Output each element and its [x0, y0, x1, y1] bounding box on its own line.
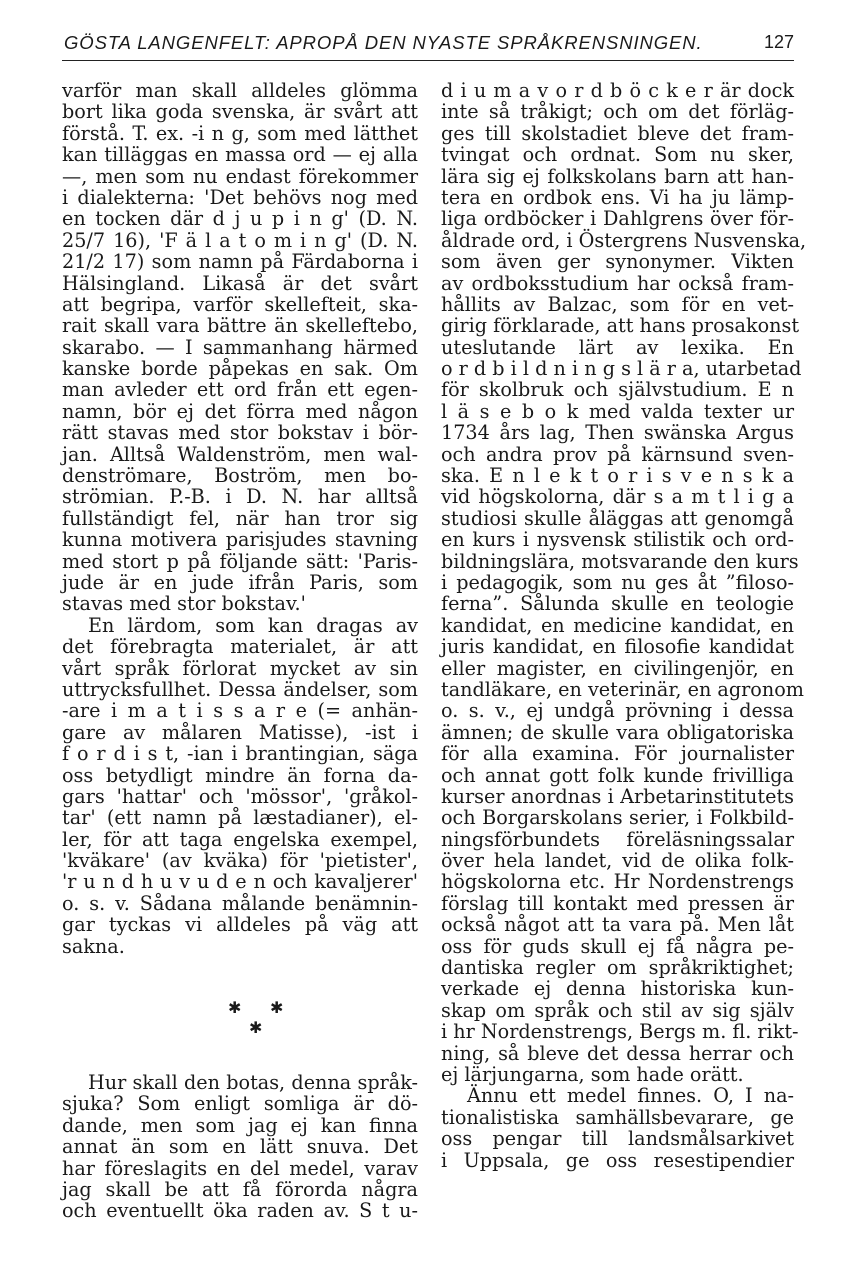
text-line: för skolbruk och självstudium. E n [441, 378, 794, 402]
text-line: som även ger synonymer. Vikten [441, 250, 794, 274]
asterisk-mark: ✱ [270, 998, 284, 1017]
text-line: tionalistiska samhällsbevarare, ge [441, 1105, 794, 1129]
text-line: ferna”. Sålunda skulle en teologie [441, 592, 794, 616]
text-line: oss betydligt mindre än forna da- [62, 763, 418, 787]
text-line: 25/7 16), 'F ä l a t o m i n g' (D. N. [62, 228, 418, 252]
text-line: -are i m a t i s s a r e (= anhän- [62, 699, 418, 723]
text-line: rätt stavas med stor bokstav i bör- [62, 421, 418, 445]
text-line: jan. Alltså Waldenström, men wal- [62, 442, 418, 466]
text-line: ska. E n l e k t o r i s v e n s k a [441, 464, 794, 488]
text-line: verkade ej denna historiska kun- [441, 977, 794, 1001]
text-line: och Borgarskolans serier, i Folkbild- [441, 806, 794, 830]
running-header [62, 30, 794, 61]
text-line: studiosi skulle åläggas att genomgå [441, 506, 794, 530]
text-line: tandläkare, en veterinär, en agronom [441, 677, 804, 701]
text-line: hållits av Balzac, som för en vet- [441, 292, 794, 316]
text-line: girig förklarade, att hans prosakonst [441, 314, 800, 338]
text-line: sjuka? Som enligt somliga är dö- [62, 1092, 418, 1116]
text-line: 'kväkare' (av kväka) för 'pietister', [62, 849, 418, 873]
text-line: ler, för att taga engelska exempel, [62, 827, 418, 851]
text-line: i hr Nordenstrengs, Bergs m. fl. rikt- [441, 1020, 799, 1044]
text-line: i Uppsala, ge oss resestipendier [441, 1148, 794, 1172]
text-line: ges till skolstadiet bleve det fram- [441, 121, 794, 145]
running-title: GÖSTA LANGENFELT: APROPÅ DEN NYASTE SPRÅKRENSNINGEN. [64, 32, 703, 53]
text-line: dantiska regler om språkriktighet; [441, 956, 794, 980]
text-line: o. s. v., ej undgå prövning i dessa [441, 699, 794, 723]
text-line: uteslutande lärt av lexika. En [441, 335, 794, 359]
text-line: f o r d i s t, -ian i brantingian, säga [62, 742, 418, 766]
text-line: ej lärjungarna, som hade orätt. [441, 1062, 744, 1086]
text-line: jag skall be att få förorda några [62, 1177, 418, 1201]
left-column-continued [62, 1072, 418, 1222]
right-column [441, 79, 807, 1172]
text-line: 21/2 17) som namn på Färdaborna i [62, 250, 418, 274]
section-break [62, 1000, 418, 1040]
text-line: varför man skall alldeles glömma [62, 79, 418, 102]
asterisk-mark: ✱ [249, 1018, 263, 1037]
text-line: också något att ta vara på. Men låt [441, 913, 794, 937]
text-line: fullständigt fel, när han tror sig [62, 506, 418, 530]
text-line: och andra prov på kärnsund sven- [441, 442, 794, 466]
text-line: annat än som en lätt snuva. Det [62, 1135, 418, 1159]
text-line: Ännu ett medel finnes. O, I na- [467, 1084, 794, 1108]
text-line: En lärdom, som kan dragas av [88, 613, 418, 637]
left-column-text [62, 80, 418, 957]
text-line: stavas med stor bokstav.' [62, 592, 306, 616]
text-line: o. s. v. Sådana målande benämnin- [62, 891, 418, 915]
text-line: förstå. T. ex. -i n g, som med lätthet [62, 121, 418, 145]
text-line: o r d b i l d n i n g s l ä r a, utarbetad [441, 357, 802, 381]
text-line: oss för guds skull ej få några pe- [441, 934, 794, 958]
text-line: det förebragta materialet, är att [62, 635, 418, 659]
text-line: denströmare, Boström, men bo- [62, 464, 418, 488]
text-line: man avleder ett ord från ett egen- [62, 378, 418, 402]
text-line: kurser anordnas i Arbetarinstitutets [441, 784, 794, 808]
text-line: skarabo. — I sammanhang härmed [62, 335, 418, 359]
page-number: 127 [763, 32, 794, 52]
text-line: bildningslära, motsvarande den kurs [441, 549, 799, 573]
text-line: över hela landet, vid de olika folk- [441, 849, 794, 873]
left-column [62, 80, 418, 957]
text-line: dande, men som jag ej kan finna [62, 1113, 418, 1137]
text-line: kunna motivera parisjudes stavning [62, 528, 418, 552]
text-line: för alla examina. För journalister [441, 742, 794, 766]
text-line: högskolorna etc. Hr Nordenstrengs [441, 870, 794, 894]
text-line: oss pengar till landsmålsarkivet [441, 1127, 794, 1151]
text-line: en kurs i nysvensk stilistik och ord- [441, 528, 794, 552]
text-line: juris kandidat, en filosofie kandidat [441, 635, 794, 659]
text-line: tar' (ett namn på læstadianer), el- [62, 806, 418, 830]
text-line: kanske borde påpekas en sak. Om [62, 357, 418, 381]
text-line: i pedagogik, som nu ges åt ”filoso- [441, 570, 794, 594]
text-line: förslag till kontakt med pressen är [441, 891, 794, 915]
text-line: en tocken där d j u p i n g' (D. N. [62, 207, 418, 231]
text-line: tvingat och ordnat. Som nu sker, [441, 143, 794, 167]
text-line: strömian. P.-B. i D. N. har alltså [62, 485, 418, 509]
text-line: och eventuellt öka raden av. S t u- [62, 1199, 418, 1223]
text-line: vid högskolorna, där s a m t l i g a [441, 485, 794, 509]
text-line: av ordboksstudium har också fram- [441, 271, 794, 295]
asterisk-mark: ✱ [228, 998, 242, 1017]
text-line: lära sig ej folkskolans barn att han- [441, 164, 794, 188]
text-line: att begripa, varför skellefteit, ska- [62, 292, 418, 316]
text-line: bort lika goda svenska, är svårt att [62, 100, 418, 124]
text-line: Hur skall den botas, denna språk- [88, 1071, 418, 1094]
text-line: l ä s e b o k med valda texter ur [441, 399, 794, 423]
text-line: inte så tråkigt; och om det förläg- [441, 100, 794, 124]
text-line: kandidat, en medicine kandidat, en [441, 613, 794, 637]
text-line: 'r u n d h u v u d e n och kavaljerer' [62, 870, 418, 894]
text-line: tera en ordbok ens. Vi ha ju lämp- [441, 185, 794, 209]
text-line: jude är en jude ifrån Paris, som [62, 570, 418, 594]
text-line: sakna. [62, 934, 125, 958]
text-line: ämnen; de skulle vara obligatoriska [441, 720, 794, 744]
text-line: —, men som nu endast förekommer [62, 164, 418, 188]
text-line: med stort p på följande sätt: 'Paris- [62, 549, 418, 573]
text-line: har föreslagits en del medel, varav [62, 1156, 418, 1180]
text-line: ning, så bleve det dessa herrar och [441, 1041, 794, 1065]
text-line: skap om språk och stil av sig själv [441, 998, 794, 1022]
text-line: vårt språk förlorat mycket av sin [62, 656, 418, 680]
text-line: och annat gott folk kunde frivilliga [441, 763, 794, 787]
text-line: gar tyckas vi alldeles på väg att [62, 913, 418, 937]
text-line: gare av målaren Matisse), -ist i [62, 720, 418, 744]
text-line: rait skall vara bättre än skelleftebo, [62, 314, 418, 338]
text-line: liga ordböcker i Dahlgrens över för- [441, 207, 794, 231]
text-line: gars 'hattar' och 'mössor', 'gråkol- [62, 784, 418, 808]
text-line: Hälsingland. Likaså är det svårt [62, 271, 418, 295]
text-line: ningsförbundets föreläsningssalar [441, 827, 794, 851]
text-line: namn, bör ej det förra med någon [62, 399, 418, 423]
text-line: kan tilläggas en massa ord — ej alla [62, 143, 418, 167]
text-line: åldrade ord, i Östergrens Nusvenska, [441, 228, 807, 252]
text-line: i dialekterna: 'Det behövs nog med [62, 185, 418, 209]
text-line: d i u m a v o r d b ö c k e r är dock [441, 79, 794, 102]
text-line: uttrycksfullhet. Dessa ändelser, som [62, 677, 418, 701]
text-line: eller magister, en civilingenjör, en [441, 656, 794, 680]
text-line: 1734 års lag, Then swänska Argus [441, 421, 794, 445]
